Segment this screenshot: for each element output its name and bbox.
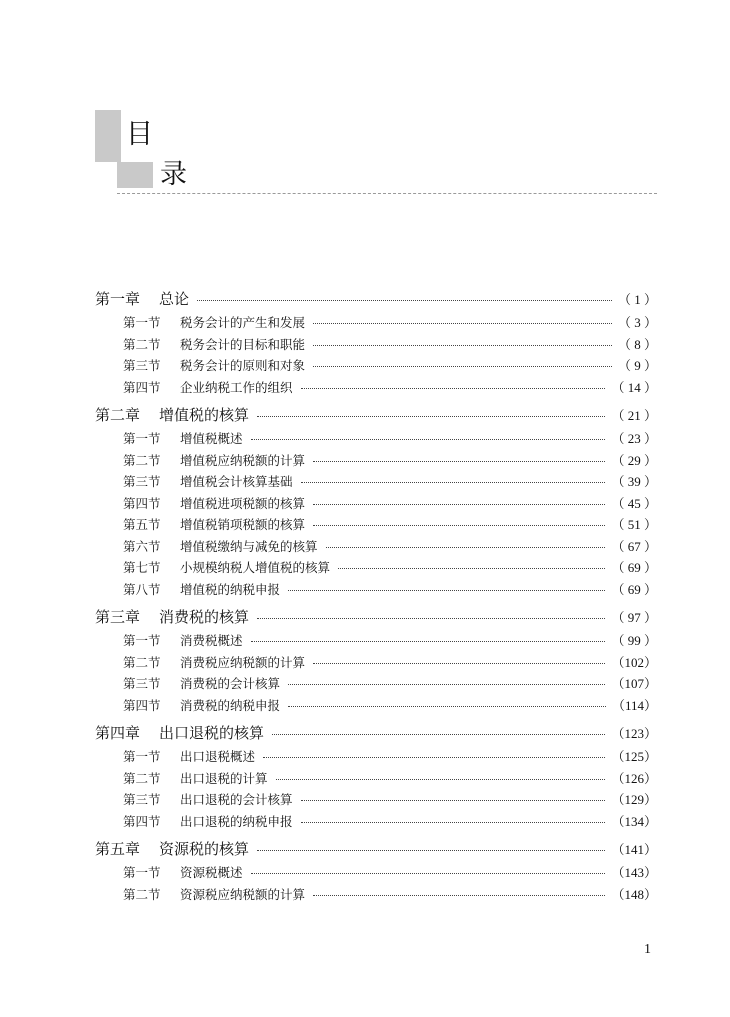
toc-section [95,862,657,884]
toc-section-page: （ 99 ） [611,633,657,648]
toc-section-title: 消费税的纳税申报 [180,697,281,713]
dot-leader [288,684,605,685]
toc-section-page: （134） [611,813,657,829]
dot-leader [313,895,605,896]
toc-section-title: 税务会计的产生和发展 [180,315,306,330]
toc-section-page: （125） [611,749,657,764]
toc-section-title: 资源税概述 [180,865,243,880]
dot-leader [272,734,605,735]
toc-section [95,493,657,515]
toc-chapter [95,838,657,862]
dot-leader [288,706,606,707]
toc-section-title: 税务会计的目标和职能 [180,336,306,352]
toc-section-page: （129） [611,792,657,807]
toc-section-page: （ 51 ） [611,517,657,532]
toc-section-number: 第一节 [123,865,161,880]
toc-section-title: 出口退税的计算 [180,770,268,786]
toc-chapter [95,722,657,746]
toc-chapter [95,404,657,428]
toc-section-number: 第四节 [123,379,161,395]
toc-section-title: 增值税缴纳与减免的核算 [180,538,318,554]
toc-section-number: 第三节 [123,474,161,489]
toc-section-page: （114） [611,697,657,713]
toc-section-number: 第二节 [123,886,161,902]
toc-section [95,536,657,558]
dot-leader [301,482,606,483]
toc-section-number: 第四节 [123,813,161,829]
dot-leader [301,388,606,389]
toc-chapter-title: 出口退税的核算 [159,724,265,742]
toc-chapter-number: 第四章 [95,724,141,742]
toc-section-page: （143） [611,865,657,880]
toc-section-title: 小规模纳税人增值税的核算 [180,560,331,575]
dot-leader [313,525,605,526]
toc-section [95,557,657,579]
toc-section [95,450,657,472]
dot-leader [313,323,612,324]
toc-section-number: 第二节 [123,770,161,786]
toc-section [95,789,657,811]
toc-section-number: 第四节 [123,697,161,713]
toc-section [95,355,657,377]
page-title-char-2: 录 [160,159,187,190]
toc-section-page: （ 69 ） [611,581,657,597]
toc-section-number: 第一节 [123,315,161,330]
toc-section-number: 第一节 [123,749,161,764]
toc-section-title: 增值税进项税额的核算 [180,495,306,511]
toc-chapter-title: 资源税的核算 [159,840,250,858]
toc-section [95,471,657,493]
toc-section [95,579,657,601]
toc-section-number: 第二节 [123,336,161,352]
toc-section [95,811,657,833]
toc-section-title: 资源税应纳税额的计算 [180,886,306,902]
toc-section-title: 增值税销项税额的核算 [180,517,306,532]
toc-section-number: 第七节 [123,560,161,575]
dot-leader [257,618,605,619]
toc-section [95,377,657,399]
toc-section [95,630,657,652]
toc-chapter [95,606,657,630]
toc-section-title: 消费税概述 [180,633,243,648]
toc-section [95,768,657,790]
title-divider [117,193,657,194]
toc-chapter-number: 第三章 [95,608,141,626]
toc-chapter-page: （ 1 ） [617,292,657,307]
toc-section-number: 第一节 [123,431,161,446]
dot-leader [326,547,606,548]
dot-leader [313,345,612,346]
toc-section [95,746,657,768]
toc-section-title: 增值税的纳税申报 [180,581,281,597]
dot-leader [197,300,612,301]
toc-section-page: （ 3 ） [617,315,657,330]
toc-chapter-title: 消费税的核算 [159,608,250,626]
toc-section [95,514,657,536]
toc-section-number: 第五节 [123,517,161,532]
toc-section [95,695,657,717]
toc-section-title: 出口退税的纳税申报 [180,813,293,829]
toc-section-page: （102） [611,654,657,670]
toc-section-number: 第二节 [123,452,161,468]
dot-leader [288,590,605,591]
dot-leader [263,757,605,758]
toc-section-title: 企业纳税工作的组织 [180,379,293,395]
dot-leader [301,800,606,801]
toc-section-page: （ 45 ） [611,495,657,511]
toc-section-title: 出口退税的会计核算 [180,792,293,807]
toc-section-page: （ 67 ） [611,538,657,554]
toc-section-page: （ 9 ） [617,358,657,373]
dot-leader [251,439,606,440]
dot-leader [251,873,606,874]
dot-leader [313,461,605,462]
toc-section-title: 增值税概述 [180,431,243,446]
toc-section [95,312,657,334]
toc-section-number: 第八节 [123,581,161,597]
toc-section-title: 税务会计的原则和对象 [180,358,306,373]
dot-leader [257,416,605,417]
toc-section-number: 第一节 [123,633,161,648]
toc-section-number: 第六节 [123,538,161,554]
title-decoration-block [117,162,153,188]
toc-section-title: 出口退税概述 [180,749,256,764]
toc-section [95,652,657,674]
title-decoration-block [95,110,121,162]
toc-section-page: （ 69 ） [611,560,657,575]
toc-chapter-title: 总论 [159,290,190,308]
toc-section [95,884,657,906]
dot-leader [313,504,605,505]
dot-leader [301,822,606,823]
toc-section-page: （107） [611,676,657,691]
dot-leader [313,663,605,664]
toc-section-page: （ 8 ） [617,336,657,352]
toc-section-number: 第三节 [123,676,161,691]
toc-chapter-number: 第二章 [95,406,141,424]
dot-leader [338,568,605,569]
toc-chapter-page: （ 21 ） [611,408,657,423]
toc-section [95,428,657,450]
toc-section-page: （126） [611,770,657,786]
dot-leader [313,366,612,367]
dot-leader [257,850,605,851]
dot-leader [251,641,606,642]
toc-section [95,334,657,356]
table-of-contents [95,288,657,905]
toc-section-title: 增值税会计核算基础 [180,474,293,489]
toc-section-page: （ 29 ） [611,452,657,468]
page-number: 1 [644,942,651,957]
toc-section-title: 增值税应纳税额的计算 [180,452,306,468]
page-title-char-1: 目 [126,119,153,150]
toc-section-page: （ 14 ） [611,379,657,395]
toc-chapter-page: （141） [611,842,657,857]
toc-section-number: 第三节 [123,358,161,373]
toc-section-page: （148） [611,886,657,902]
toc-section-page: （ 39 ） [611,474,657,489]
toc-chapter-number: 第五章 [95,840,141,858]
toc-section [95,673,657,695]
toc-section-title: 消费税应纳税额的计算 [180,654,306,670]
toc-section-title: 消费税的会计核算 [180,676,281,691]
toc-section-number: 第四节 [123,495,161,511]
toc-section-page: （ 23 ） [611,431,657,446]
toc-section-number: 第二节 [123,654,161,670]
toc-chapter-page: （ 97 ） [611,610,657,625]
toc-section-number: 第三节 [123,792,161,807]
toc-chapter-page: （123） [611,726,657,741]
dot-leader [276,779,606,780]
toc-chapter [95,288,657,312]
toc-chapter-number: 第一章 [95,290,141,308]
toc-chapter-title: 增值税的核算 [159,406,250,424]
